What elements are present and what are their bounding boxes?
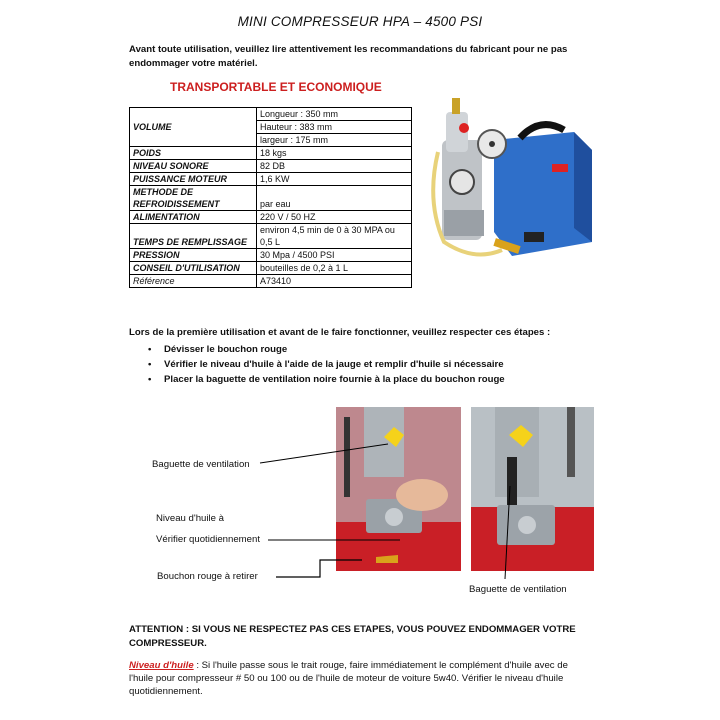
spec-label-poids: POIDS	[130, 147, 257, 160]
spec-value-puissance: 1,6 KW	[257, 173, 412, 186]
spec-value-remplissage: environ 4,5 min de 0 à 30 MPA ou 0,5 L	[257, 224, 412, 249]
oil-text: : Si l'huile passe sous le trait rouge, faire immédiatement le complément d'huile avec de l'huile pour compresseur # 50 ou 100 ou de l'huile de moteur de voiture 5w40. Vérifier le niveau d'huile quotidiennement.	[129, 660, 568, 697]
callout-line-baguette	[260, 444, 388, 463]
list-item: • Placer la baguette de ventilation noire fournie à la place du bouchon rouge	[148, 372, 505, 387]
spec-label-volume: VOLUME	[130, 108, 257, 147]
spec-value-conseil: bouteilles de 0,2 à 1 L	[257, 262, 412, 275]
callout-line-baguette-right	[505, 486, 510, 579]
spec-value-refroidissement: par eau	[257, 186, 412, 211]
spec-label-niveau-sonore: NIVEAU SONORE	[130, 160, 257, 173]
label-niveau: Niveau d'huile à	[156, 513, 224, 524]
spec-label-conseil: CONSEIL D'UTILISATION	[130, 262, 257, 275]
oil-lead: Niveau d'huile	[129, 660, 194, 671]
subtitle: TRANSPORTABLE ET ECONOMIQUE	[170, 80, 382, 94]
spec-label-refroidissement: METHODE DE REFROIDISSEMENT	[130, 186, 257, 211]
spec-label-puissance: PUISSANCE MOTEUR	[130, 173, 257, 186]
page-title: MINI COMPRESSEUR HPA – 4500 PSI	[237, 14, 483, 29]
label-bouchon: Bouchon rouge à retirer	[157, 571, 258, 582]
spec-value-reference: A73410	[257, 275, 412, 288]
spec-label-alimentation: ALIMENTATION	[130, 211, 257, 224]
warning-text: ATTENTION : SI VOUS NE RESPECTEZ PAS CES ETAPES, VOUS POUVEZ ENDOMMAGER VOTRE COMPRESSEUR.	[129, 624, 576, 649]
spec-value-hauteur: Hauteur : 383 mm	[257, 121, 412, 134]
list-item: • Dévisser le bouchon rouge	[148, 342, 505, 357]
spec-value-niveau-sonore: 82 DB	[257, 160, 412, 173]
steps-intro: Lors de la première utilisation et avant de le faire fonctionner, veuillez respecter ces étapes :	[129, 327, 551, 338]
oil-paragraph	[129, 659, 581, 698]
spec-value-longueur: Longueur : 350 mm	[257, 108, 412, 121]
intro-text: Avant toute utilisation, veuillez lire attentivement les recommandations du fabricant pour ne pas endommager votre matériel.	[129, 44, 568, 69]
spec-label-remplissage: TEMPS DE REMPLISSAGE	[130, 224, 257, 249]
spec-value-alimentation: 220 V / 50 HZ	[257, 211, 412, 224]
spec-value-poids: 18 kgs	[257, 147, 412, 160]
label-baguette-right: Baguette de ventilation	[469, 584, 567, 595]
list-item: • Vérifier le niveau d'huile à l'aide de la jauge et remplir d'huile si nécessaire	[148, 357, 505, 372]
spec-value-pression: 30 Mpa / 4500 PSI	[257, 249, 412, 262]
spec-value-largeur: largeur : 175 mm	[257, 134, 412, 147]
callout-line-bouchon	[276, 560, 362, 577]
spec-label-pression: PRESSION	[130, 249, 257, 262]
spec-label-reference: Référence	[130, 275, 257, 288]
label-verifier: Vérifier quotidiennement	[156, 534, 260, 545]
label-baguette-left: Baguette de ventilation	[152, 459, 250, 470]
